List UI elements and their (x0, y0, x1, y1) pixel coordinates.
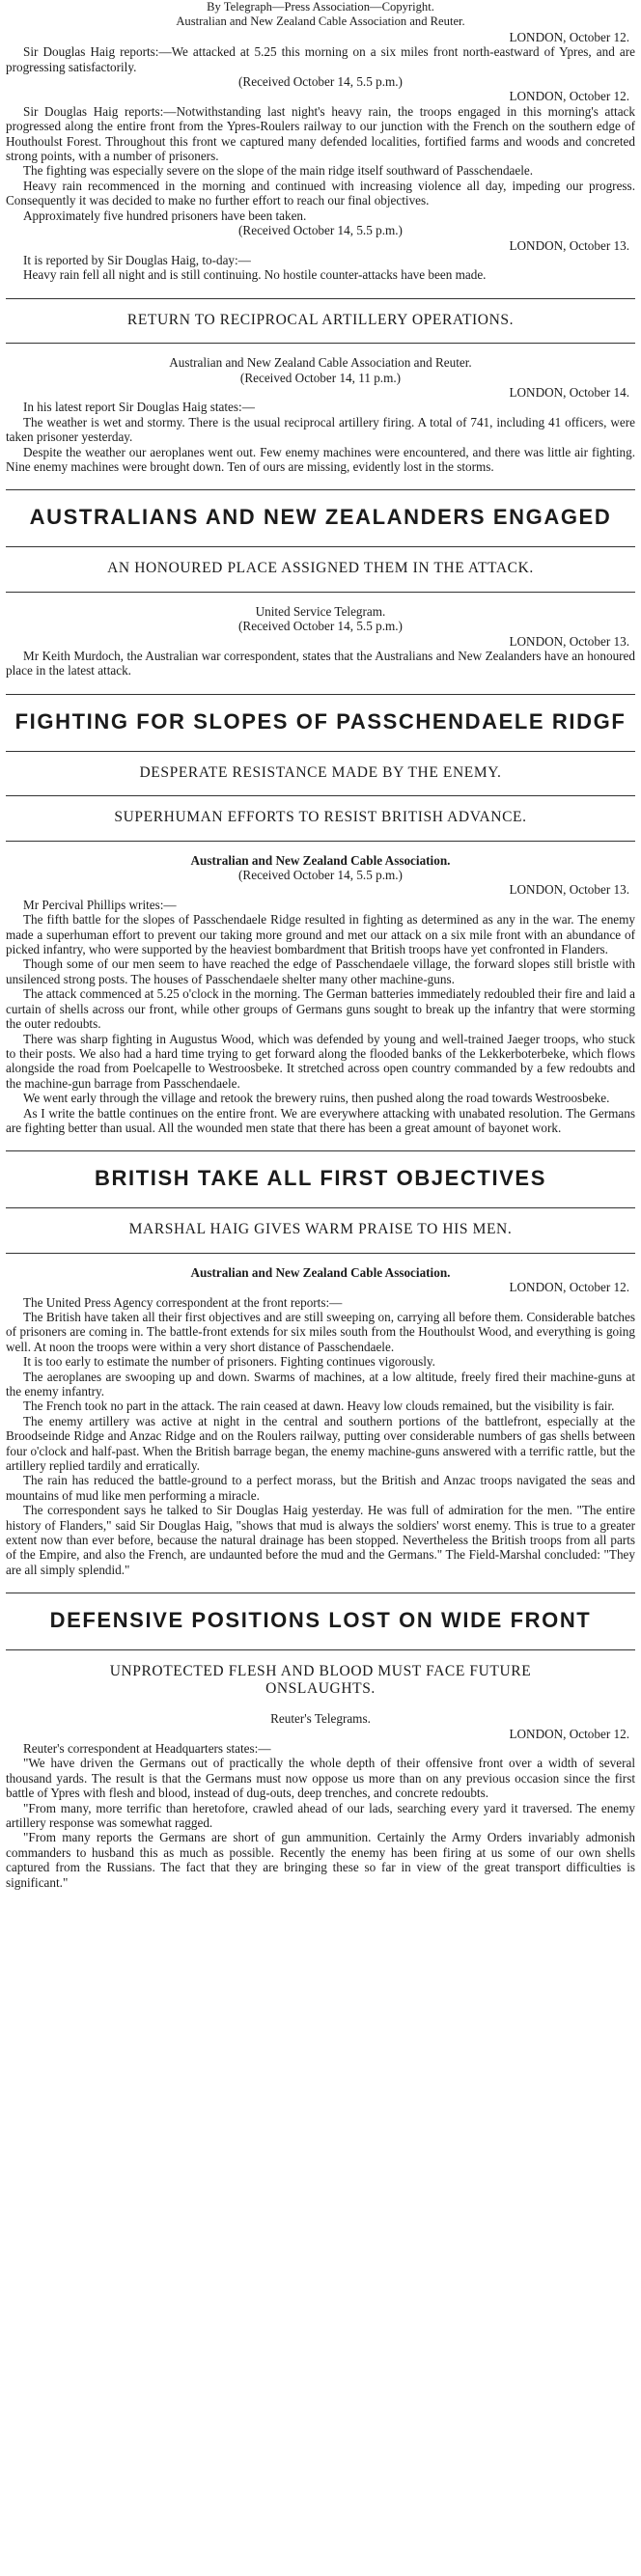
paragraph: It is too early to estimate the number of prisoners. Fighting continues vigorously. (23, 1354, 435, 1370)
paragraph: "We have driven the Germans out of practically the whole depth of their offensive front over a width of several thousand yards. The result is that the Germans must now oppose us more than on any previous occasion since the first battle of Ypres with flesh and blood, instead of dug-outs, deep trenches, and concrete redoubts. (6, 1756, 635, 1801)
paragraph: As I write the battle continues on the entire front. We are everywhere attacking with unabated resolution. The Germans are fighting better than usual. All the wounded men state that there has been a great amount of bayonet work. (6, 1105, 635, 1135)
dateline: LONDON, October 14. (509, 384, 629, 400)
section-heading-continued: ONSLAUGHTS. (265, 1679, 376, 1697)
section-divider (6, 343, 635, 344)
section-divider (6, 489, 635, 490)
section-divider (6, 841, 635, 842)
paragraph: Mr Percival Phillips writes:— (23, 897, 177, 912)
paragraph: The British have taken all their first objectives and are still sweeping on, carrying all before them. Considerable batches of prisoners are coming in. The battle-front extends for six miles south from the Houthoulst Wood, and everything is going well. At noon the troops were within a very short distance of Passchendaele. (6, 1309, 635, 1354)
section-divider (6, 298, 635, 299)
paragraph: The French took no part in the attack. The rain ceased at dawn. Heavy low clouds remained, but the visibility is fair. (23, 1399, 615, 1414)
section-divider (6, 751, 635, 752)
paragraph: The correspondent says he talked to Sir Douglas Haig yesterday. He was full of admiration for the men. "The entire history of Flanders," said Sir Douglas Haig, "shows that mud is always the soldiers' worst enemy. This is true to a greater extent now than ever before, because the natural drainage has been stopped. Nevertheless the British troops from all parts of the Empire, and also the French, are undaunted before the mud and the Germans." The Field-Marshal concluded: "They are all simply splendid." (6, 1503, 635, 1577)
source-line: Australian and New Zealand Cable Association and Reuter. (169, 355, 472, 371)
paragraph: In his latest report Sir Douglas Haig states:— (23, 400, 255, 415)
paragraph: The aeroplanes are swooping up and down. Swarms of machines, at a low altitude, freely fired their machine-guns at the enemy infantry. (6, 1369, 635, 1399)
source-line: Reuter's Telegrams. (270, 1711, 371, 1727)
paragraph: Reuter's correspondent at Headquarters states:— (23, 1740, 271, 1756)
paragraph: There was sharp fighting in Augustus Wood, which was defended by young and well-trained Jaeger troops, who stuck to their posts. We also had a hard time trying to get forward along the flooded banks of the Lekkerboterbeke, which flows alongside the road from Poelcapelle to Westroosbeke. It stretched across open country commanded by a few redoubts and the machine-gun barrage from Passchendaele. (6, 1031, 635, 1091)
section-divider (6, 546, 635, 547)
paragraph: The attack commenced at 5.25 o'clock in the morning. The German batteries immediately redoubled their fire and laid a curtain of shells across our front, while other groups of Germans guns sought to break up the infantry that were storming the outer redoubts. (6, 986, 635, 1032)
section-heading: AN HONOURED PLACE ASSIGNED THEM IN THE ATTACK. (107, 560, 534, 577)
paragraph: The fifth battle for the slopes of Passchendaele Ridge resulted in fighting as determined as any in the war. The enemy made a superhuman effort to prevent our taking more ground and met our attack on a six mile front with an abundance of picked infantry, who were supported by the heaviest bombardment that British troops have yet confronted in Flanders. (6, 912, 635, 957)
dateline: LONDON, October 13. (509, 237, 629, 253)
paragraph: Though some of our men seem to have reached the edge of Passchendaele village, the forward slopes still bristle with unsilenced strong posts. The houses of Passchendaele shelter many other machine-guns. (6, 956, 635, 986)
section-heading: UNPROTECTED FLESH AND BLOOD MUST FACE FUTURE (109, 1663, 532, 1680)
section-divider (6, 795, 635, 796)
wire-source: Australian and New Zealand Cable Association and Reuter. (176, 14, 465, 29)
dateline: LONDON, October 12. (509, 89, 629, 104)
section-divider (6, 1649, 635, 1650)
section-heading: MARSHAL HAIG GIVES WARM PRAISE TO HIS MEN. (128, 1221, 513, 1238)
dateline: LONDON, October 12. (509, 29, 629, 44)
headline: BRITISH TAKE ALL FIRST OBJECTIVES (95, 1166, 546, 1191)
source-line: United Service Telegram. (255, 603, 386, 619)
paragraph: It is reported by Sir Douglas Haig, to-day:— (23, 252, 251, 267)
paragraph: We went early through the village and retook the brewery ruins, then pushed along the road towards Westroosbeke. (23, 1091, 610, 1106)
section-heading: RETURN TO RECIPROCAL ARTILLERY OPERATIONS. (126, 311, 515, 328)
paragraph: Heavy rain fell all night and is still continuing. No hostile counter-attacks have been made. (23, 267, 487, 283)
received-note: (Received October 14, 11 p.m.) (239, 370, 402, 385)
received-note: (Received October 14, 5.5 p.m.) (238, 74, 403, 90)
paragraph: The enemy artillery was active at night in the central and southern portions of the battlefront, especially at the Broodseinde Ridge and Anzac Ridge and on the Roulers railway, putting over considerable numbers of gas shells between four o'clock and half-past. When the British barrage began, the enemy machine-guns answered with a terrific rattle, but the artillery replied tardily and erratically. (6, 1413, 635, 1474)
received-note: (Received October 14, 5.5 p.m.) (238, 223, 403, 238)
headline: FIGHTING FOR SLOPES OF PASSCHENDAELE RIDGF (14, 708, 627, 734)
paragraph: Despite the weather our aeroplanes went out. Few enemy machines were encountered, and there was little air fighting. Nine enemy machines were brought down. Ten of ours are missing, evidently lost in the storms. (6, 444, 635, 474)
paragraph: The weather is wet and stormy. There is the usual reciprocal artillery firing. A total of 741, including 41 officers, were taken prisoner yesterday. (6, 414, 635, 445)
dateline: LONDON, October 12. (509, 1726, 629, 1741)
paragraph: Mr Keith Murdoch, the Australian war correspondent, states that the Australians and New Zealanders have an honoured place in the latest attack. (6, 649, 635, 679)
paragraph: "From many reports the Germans are short of gun ammunition. Certainly the Army Orders invariably admonish commanders to husband this as much as possible. Recently the enemy has been firing at us some of our own shells captured from the Russians. The fact that they are bringing these so far in view of the great transport difficulties is significant." (6, 1830, 635, 1890)
section-divider (6, 1150, 635, 1151)
paragraph: Approximately five hundred prisoners have been taken. (23, 208, 307, 223)
dateline: LONDON, October 13. (509, 882, 629, 898)
paragraph: Sir Douglas Haig reports:—We attacked at 5.25 this morning on a six miles front north-eastward of Ypres, and are progressing satisfactorily. (6, 44, 635, 74)
section-divider (6, 1207, 635, 1208)
wire-credit: By Telegraph—Press Association—Copyright. (207, 0, 434, 14)
headline: DEFENSIVE POSITIONS LOST ON WIDE FRONT (49, 1608, 592, 1633)
headline: AUSTRALIANS AND NEW ZEALANDERS ENGAGED (29, 505, 612, 530)
section-divider (6, 592, 635, 593)
paragraph: Heavy rain recommenced in the morning and continued with increasing violence all day, impeding our progress. Consequently it was decided to make no further effort to reach our final objectives. (6, 178, 635, 208)
paragraph: Sir Douglas Haig reports:—Notwithstanding last night's heavy rain, the troops engaged in this morning's attack progressed along the entire front from the Ypres-Roulers railway to our junction with the French on the southern edge of Houthoulst Forest. Throughout this front we captured many defended localities, fortified farms and woods and concreted strong points, with a number of prisoners. (6, 103, 635, 164)
section-divider (6, 1253, 635, 1254)
dateline: LONDON, October 12. (509, 1280, 629, 1295)
received-note: (Received October 14, 5.5 p.m.) (238, 868, 403, 883)
paragraph: The United Press Agency correspondent at the front reports:— (23, 1294, 343, 1310)
source-line: Australian and New Zealand Cable Association. (190, 852, 451, 868)
dateline: LONDON, October 13. (509, 633, 629, 649)
section-heading: DESPERATE RESISTANCE MADE BY THE ENEMY. (139, 763, 502, 781)
source-line: Australian and New Zealand Cable Association. (190, 1264, 451, 1280)
received-note: (Received October 14, 5.5 p.m.) (238, 619, 403, 634)
paragraph: The fighting was especially severe on the slope of the main ridge itself southward of Passchendaele. (23, 163, 534, 179)
paragraph: The rain has reduced the battle-ground to a perfect morass, but the British and Anzac troops navigated the seas and mountains of mud like men performing a miracle. (6, 1473, 635, 1503)
section-divider (6, 694, 635, 695)
section-heading: SUPERHUMAN EFFORTS TO RESIST BRITISH ADVANCE. (114, 809, 527, 826)
paragraph: "From many, more terrific than heretofore, crawled ahead of our lads, searching every yard it traversed. The enemy artillery response was somewhat ragged. (6, 1800, 635, 1830)
